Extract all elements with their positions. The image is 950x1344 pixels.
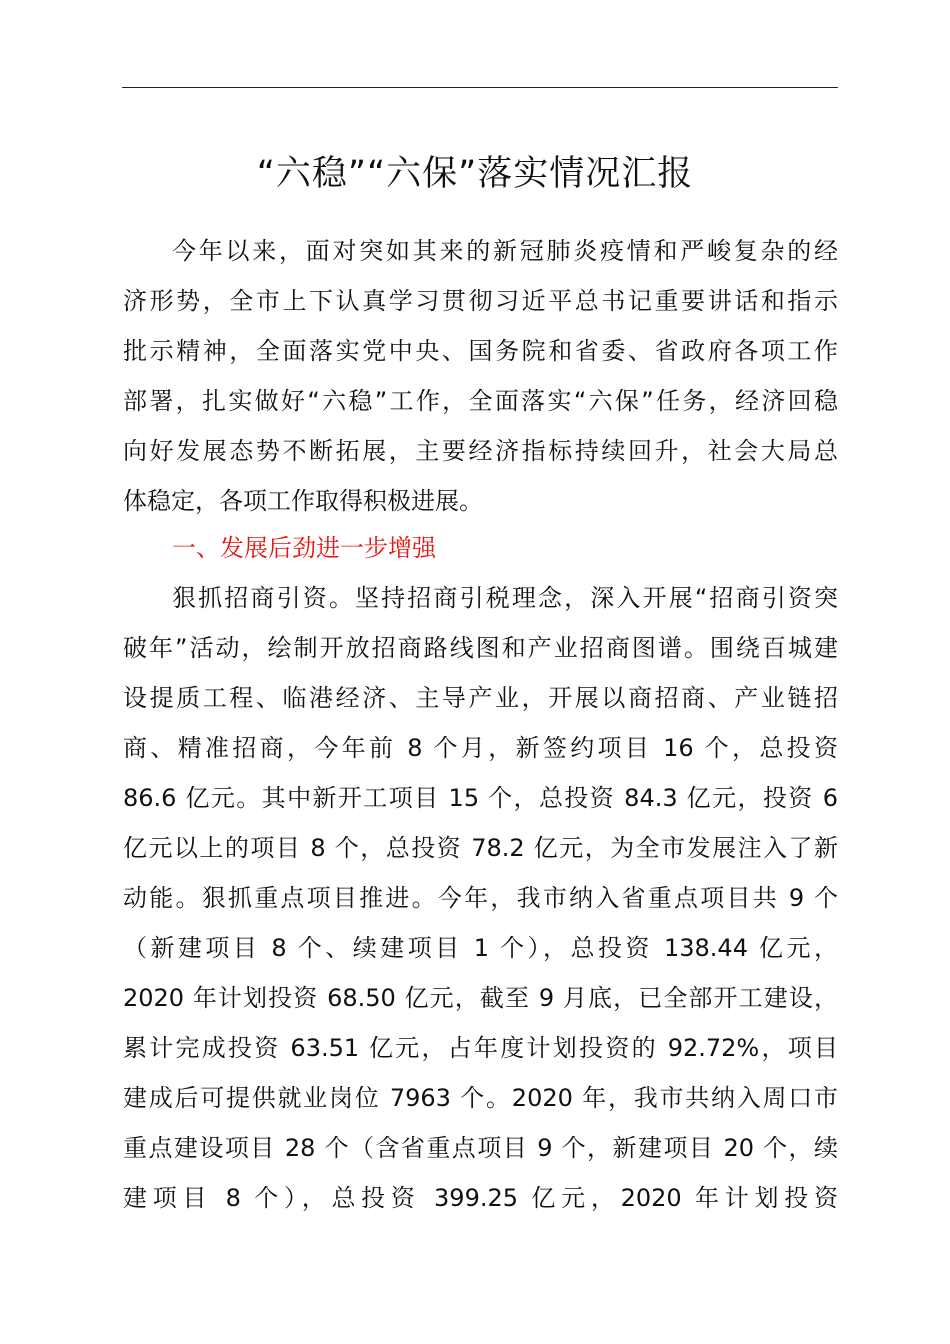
paragraph-line: 累计完成投资 63.51 亿元，占年度计划投资的 92.72%，项目: [123, 1034, 838, 1062]
document-title: “六稳”“六保”落实情况汇报: [256, 154, 694, 194]
header-rule: [122, 87, 838, 88]
paragraph-intro: [123, 226, 838, 526]
paragraph-line: 狠抓招商引资。坚持招商引税理念，深入开展“招商引资突: [172, 584, 838, 612]
paragraph-line: 向好发展态势不断拓展，主要经济指标持续回升，社会大局总: [123, 437, 838, 465]
paragraph-investment: [123, 573, 838, 1223]
paragraph-line: 亿元以上的项目 8 个，总投资 78.2 亿元，为全市发展注入了新: [123, 834, 838, 862]
paragraph-line: 批示精神，全面落实党中央、国务院和省委、省政府各项工作: [123, 337, 838, 365]
paragraph-line: 重点建设项目 28 个（含省重点项目 9 个，新建项目 20 个，续: [123, 1134, 838, 1162]
paragraph-line: 设提质工程、临港经济、主导产业，开展以商招商、产业链招: [123, 684, 838, 712]
paragraph-line: 建项目 8 个），总投资 399.25 亿元，2020 年计划投资: [123, 1184, 838, 1212]
paragraph-line: 体稳定，各项工作取得积极进展。: [123, 487, 483, 515]
paragraph-line: 动能。狠抓重点项目推进。今年，我市纳入省重点项目共 9 个: [123, 884, 838, 912]
section-heading: 一、发展后劲进一步增强: [172, 534, 436, 562]
paragraph-line: 2020 年计划投资 68.50 亿元，截至 9 月底，已全部开工建设，: [123, 984, 838, 1012]
paragraph-line: 商、精准招商，今年前 8 个月，新签约项目 16 个，总投资: [123, 734, 838, 762]
paragraph-line: 86.6 亿元。其中新开工项目 15 个，总投资 84.3 亿元，投资 6: [123, 784, 838, 812]
paragraph-line: 部署，扎实做好“六稳”工作，全面落实“六保”任务，经济回稳: [123, 387, 838, 415]
paragraph-line: 破年”活动，绘制开放招商路线图和产业招商图谱。围绕百城建: [123, 634, 838, 662]
paragraph-line: 济形势，全市上下认真学习贯彻习近平总书记重要讲话和指示: [123, 287, 838, 315]
paragraph-line: 建成后可提供就业岗位 7963 个。2020 年，我市共纳入周口市: [123, 1084, 838, 1112]
paragraph-line: （新建项目 8 个、续建项目 1 个），总投资 138.44 亿元，: [123, 934, 838, 962]
paragraph-line: 今年以来，面对突如其来的新冠肺炎疫情和严峻复杂的经: [172, 237, 838, 265]
